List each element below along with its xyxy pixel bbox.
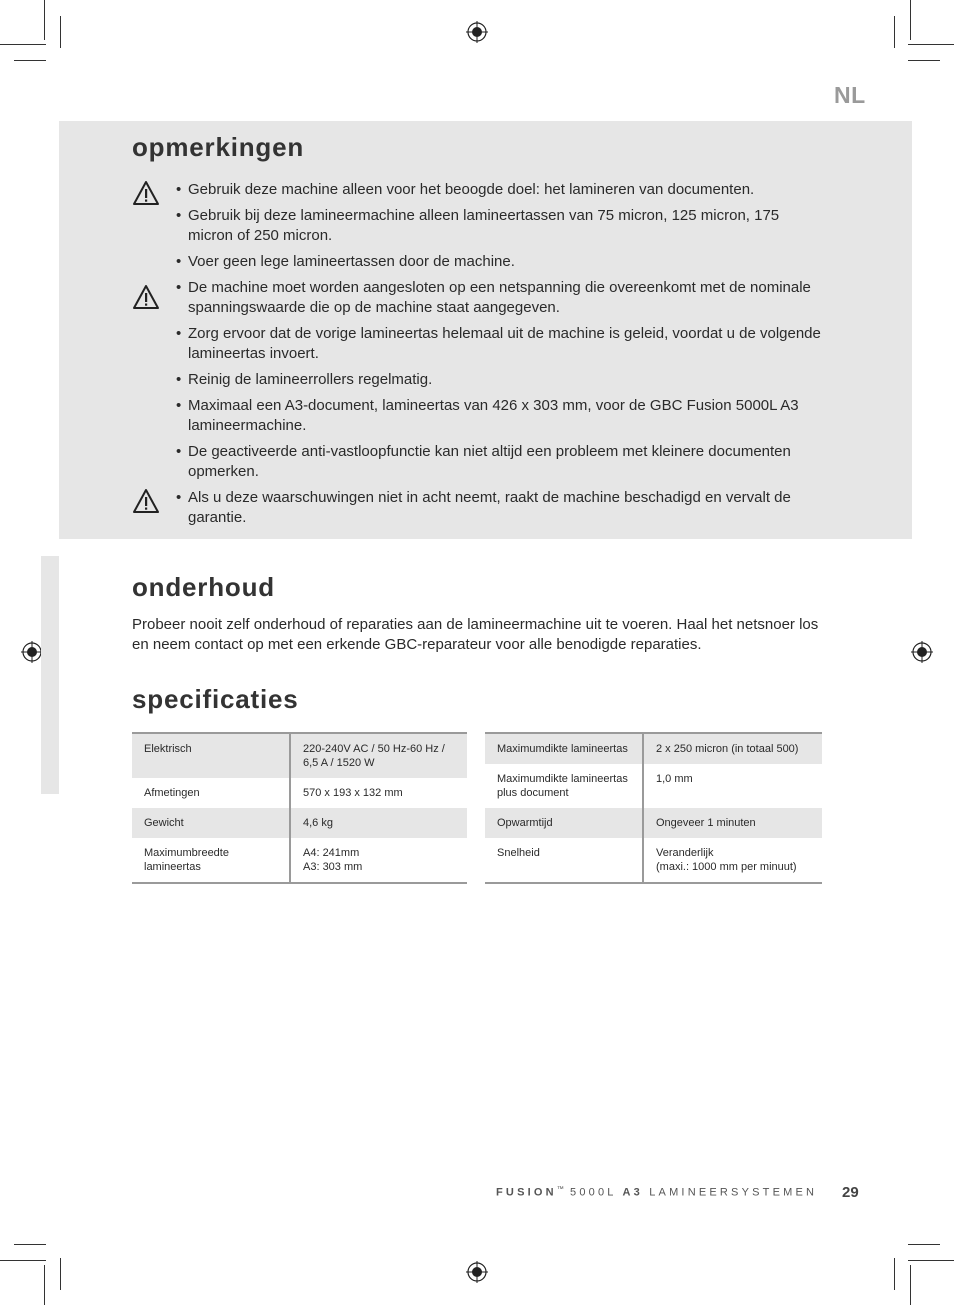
spec-label: Gewicht (132, 808, 290, 838)
list-item: • Maximaal een A3-document, lamineertas van 426 x 303 mm, voor de GBC Fusion 5000L A3 lamineermachine. (176, 396, 826, 436)
spec-value: A4: 241mm A3: 303 mm (290, 838, 467, 883)
warning-icon (132, 284, 160, 310)
spec-label: Elektrisch (132, 733, 290, 778)
maintenance-text: Probeer nooit zelf onderhoud of reparaties aan de lamineermachine uit te voeren. Haal het netsnoer los en neem contact op met een erkende GBC-reparateur voor alle benodigde reparaties. (132, 616, 819, 653)
crop-mark (14, 1244, 46, 1245)
list-item: • Gebruik bij deze lamineermachine alleen lamineertassen van 75 micron, 125 micron, 175 micron of 250 micron. (176, 206, 826, 246)
footer-brand: FUSION (496, 1186, 557, 1199)
specs-table-right (485, 732, 822, 884)
warning-icon (132, 488, 160, 514)
list-item: • Reinig de lamineerrollers regelmatig. (176, 370, 826, 390)
spec-label: Opwarmtijd (485, 808, 643, 838)
registration-mark-icon (466, 1261, 488, 1283)
table-row (132, 838, 467, 883)
crop-mark (894, 1258, 895, 1290)
notes-list (176, 180, 826, 534)
crop-mark (908, 1260, 954, 1261)
crop-mark (14, 60, 46, 61)
table-row (132, 733, 467, 778)
registration-mark-icon (21, 641, 43, 663)
crop-mark (0, 44, 46, 45)
crop-mark (908, 60, 940, 61)
crop-mark (60, 16, 61, 48)
crop-mark (0, 1260, 46, 1261)
crop-mark (910, 1265, 911, 1305)
list-item: • Gebruik deze machine alleen voor het beoogde doel: het lamineren van documenten. (176, 180, 826, 200)
page-number: 29 (842, 1184, 859, 1201)
spec-value: 220-240V AC / 50 Hz-60 Hz / 6,5 A / 1520 W (290, 733, 467, 778)
spec-value: 2 x 250 micron (in totaal 500) (643, 733, 822, 764)
table-row (132, 808, 467, 838)
list-item: • De geactiveerde anti-vastloopfunctie kan niet altijd een probleem met kleinere documenten opmerken. (176, 442, 826, 482)
side-tab-strip (41, 556, 59, 794)
footer-product: LAMINEERSYSTEMEN (649, 1186, 818, 1199)
list-item: • Zorg ervoor dat de vorige lamineertas helemaal uit de machine is geleid, voordat u de volgende lamineertas invoert. (176, 324, 826, 364)
table-row (485, 733, 822, 764)
table-row (485, 764, 822, 808)
crop-mark (908, 1244, 940, 1245)
spec-value: Veranderlijk (maxi.: 1000 mm per minuut) (643, 838, 822, 883)
table-row (485, 838, 822, 883)
crop-mark (910, 0, 911, 40)
crop-mark (60, 1258, 61, 1290)
registration-mark-icon (911, 641, 933, 663)
spec-label: Maximumbreedte lamineertas (144, 847, 229, 873)
crop-mark (44, 0, 45, 40)
spec-value: 1,0 mm (643, 764, 822, 808)
language-code: NL (834, 82, 866, 108)
spec-label: Maximumdikte lamineertas (485, 733, 643, 764)
list-item: • Als u deze waarschuwingen niet in acht neemt, raakt de machine beschadigd en vervalt de garantie. (176, 488, 826, 528)
table-row (485, 808, 822, 838)
spec-value: 4,6 kg (290, 808, 467, 838)
maintenance-title: onderhoud (132, 572, 275, 602)
specs-title: specificaties (132, 684, 299, 714)
registration-mark-icon (466, 21, 488, 43)
table-row (132, 778, 467, 808)
crop-mark (44, 1265, 45, 1305)
crop-mark (894, 16, 895, 48)
footer-product-name (496, 1186, 817, 1199)
specs-table-left (132, 732, 467, 884)
spec-value: 570 x 193 x 132 mm (290, 778, 467, 808)
spec-label: Snelheid (497, 847, 540, 859)
list-item: • Voer geen lege lamineertassen door de machine. (176, 252, 826, 272)
spec-label: Afmetingen (144, 787, 200, 799)
footer-model: 5000L (570, 1186, 617, 1199)
spec-label: Maximumdikte lamineertas plus document (497, 773, 628, 799)
list-item: • De machine moet worden aangesloten op een netspanning die overeenkomt met de nominale spanningswaarde die op de machine staat aangegeven. (176, 278, 826, 318)
warning-icon (132, 180, 160, 206)
notes-title: opmerkingen (132, 132, 305, 162)
spec-value: Ongeveer 1 minuten (643, 808, 822, 838)
trademark-symbol: ™ (556, 1186, 564, 1193)
footer-size: A3 (622, 1186, 643, 1199)
crop-mark (908, 44, 954, 45)
